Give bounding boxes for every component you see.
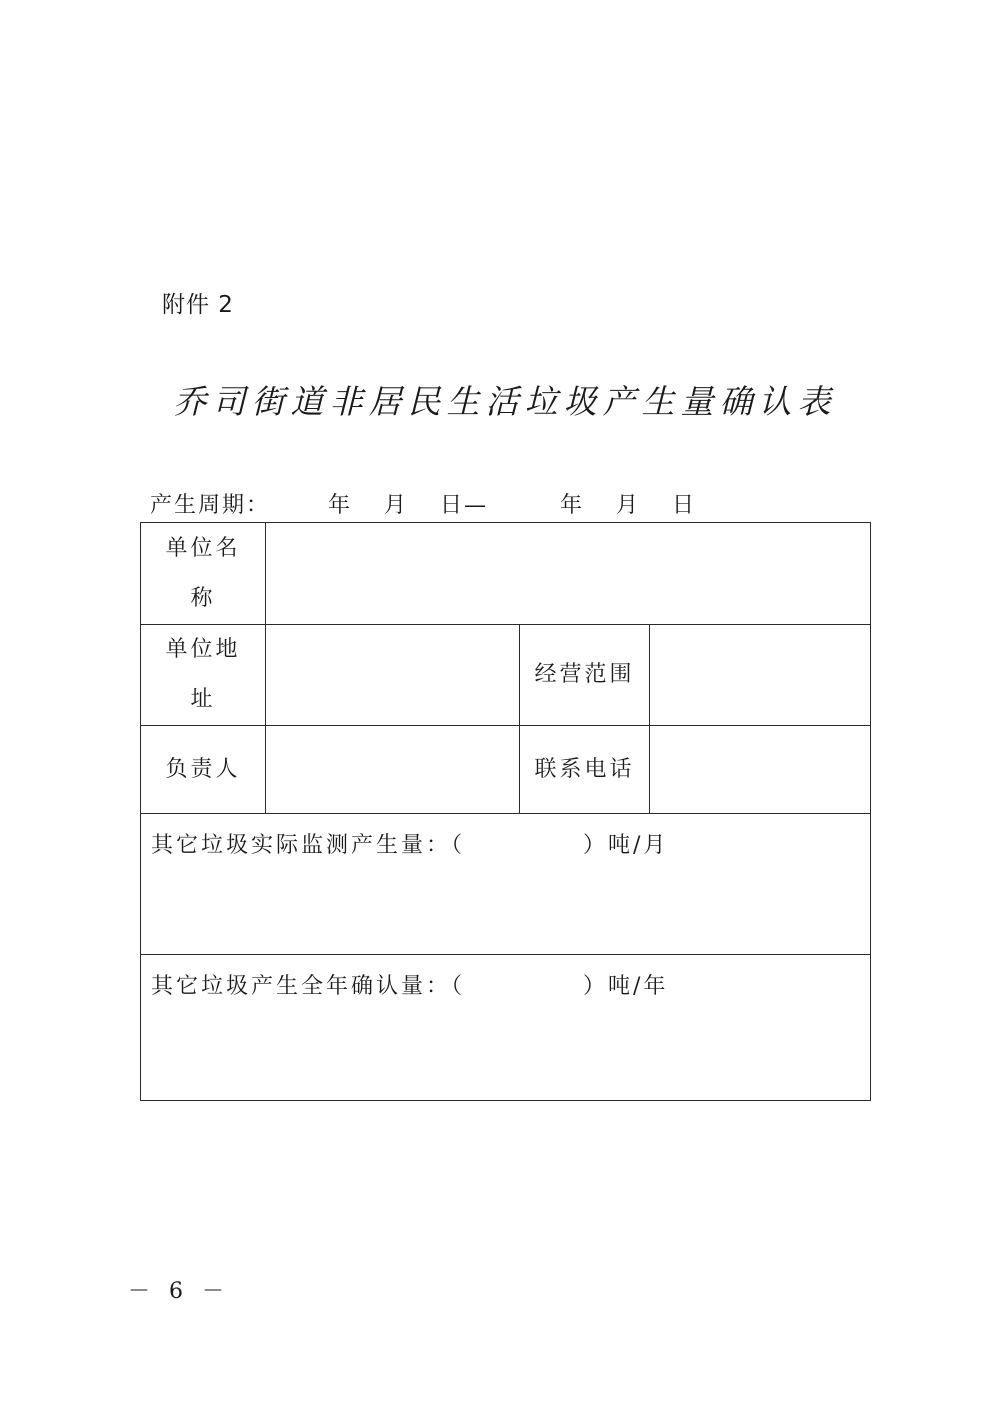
annual-amount-label: 其它垃圾产生全年确认量：（ [151,974,466,999]
period-label: 产生周期： [150,493,271,518]
confirmation-table [140,522,871,1101]
period-line [150,488,870,518]
period-year-1: 年 [328,493,353,518]
contact-phone-field[interactable] [650,726,871,814]
period-month-1: 月 [384,493,409,518]
unit-address-label: 单位地址 [141,625,266,726]
contact-phone-label: 联系电话 [520,726,650,814]
annual-amount-unit: ）吨/年 [583,974,669,999]
row-monthly-amount [141,814,871,955]
business-scope-label: 经营范围 [520,625,650,726]
monthly-amount-label: 其它垃圾实际监测产生量：（ [151,833,466,858]
annual-amount-cell[interactable] [141,955,871,1101]
person-in-charge-label: 负责人 [141,726,266,814]
period-year-2: 年 [560,493,585,518]
row-unit-name [141,523,871,625]
person-in-charge-field[interactable] [266,726,520,814]
period-day-1: 日— [440,493,489,518]
unit-name-label: 单位名称 [141,523,266,625]
annex-label: 附件 2 [162,292,234,318]
monthly-amount-unit: ）吨/月 [583,833,669,858]
form-title: 乔司街道非居民生活垃圾产生量确认表 [173,382,837,421]
business-scope-field[interactable] [650,625,871,726]
row-annual-amount [141,955,871,1101]
unit-name-field[interactable] [266,523,871,625]
unit-address-field[interactable] [266,625,520,726]
period-day-2: 日 [672,493,697,518]
page-number: － 6 － [128,1279,230,1304]
period-month-2: 月 [616,493,641,518]
monthly-amount-cell[interactable] [141,814,871,955]
row-person-in-charge [141,726,871,814]
row-unit-address [141,625,871,726]
